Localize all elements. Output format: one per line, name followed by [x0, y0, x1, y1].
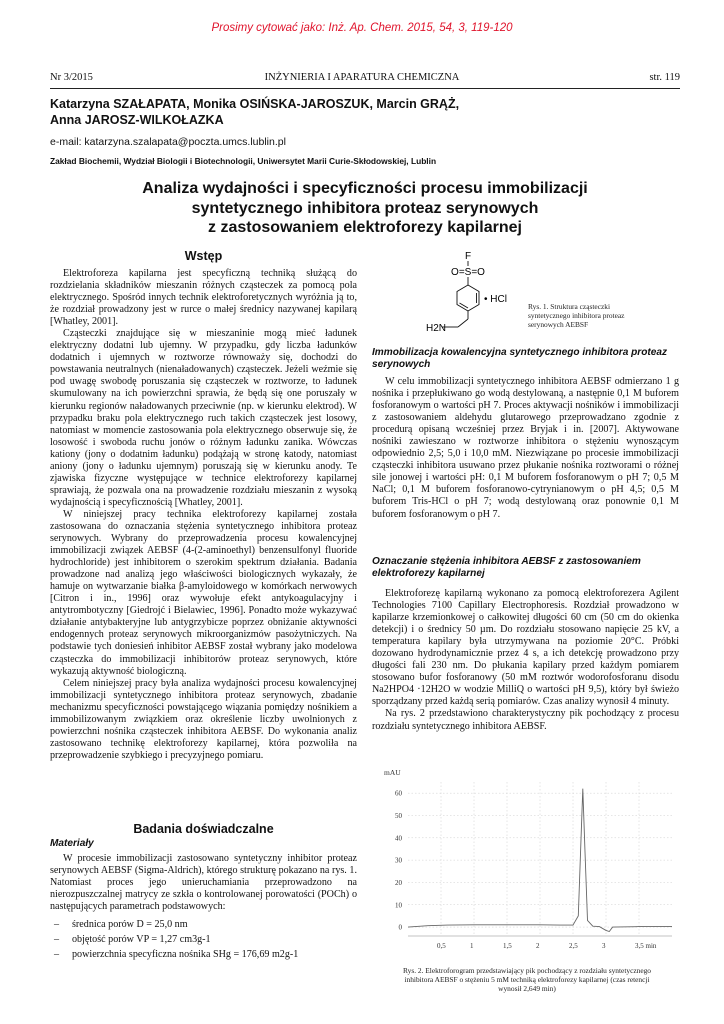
title-line-2: syntetycznego inhibitora proteaz serynowych	[191, 199, 539, 217]
y-tick-label: 60	[395, 789, 402, 798]
y-tick-label: 0	[398, 923, 402, 932]
cze-text	[372, 588, 679, 733]
x-tick-label: 3,5 min	[635, 942, 657, 950]
hcl-salt: • HCl	[484, 294, 507, 305]
x-tick-label: 1	[470, 942, 474, 950]
y-tick-label: 20	[395, 878, 402, 887]
section-heading-research: Badania doświadczalne	[133, 822, 274, 836]
paragraph: Elektroforezę kapilarną wykonano za pomocą elektroforezera Agilent Technologies 7100 Capillary Electrophoresis. Rozdział prowadzono w kapilarze krzemionkowej o całkowitej długości 60 cm (50 cm do okienka detekcji) i o średnicy 50 µm. Do rozdziału stosowano napięcie 25 kV, a temperatura kapilary była utrzymywana na poziomie 20°C. Próbki dozowano hydrodynamicznie przez 4 s, a ich detekcję prowadzono przy długości fali 230 nm. Do płukania kapilary przed każdym pomiarem stosowano bufor fosforanowy (50 mM roztwór wodorofosforanu disodu Na2HPO4 ·12H2O w wodzie MilliQ o wartości pH 9,5), który był świeżo sporządzany przed każdą serią pomiarów. Czas analizy wynosił 4 minuty.	[372, 588, 679, 708]
x-tick-label: 0,5	[437, 942, 446, 950]
materials-text	[50, 853, 357, 962]
paragraph: W celu immobilizacji syntetycznego inhibitora AEBSF odmierzano 1 g nośnika i przepłukiwano go wodą destylowaną, a następnie 0,1 M buforem fosforanowym o wartości pH 7. Proces aktywacji nośników i immobilizacji z zastosowaniem aldehydu glutarowego przeprowadzano zgodnie z procedurą opisaną wcześniej przez Bryjak i in. [2007]. Aktywowane nośniki zawieszano w roztworze inhibitora o stężeniu wynoszącym odpowiednio 2,5; 5,0 i 10,0 mM. Niezwiązane po procesie immobilizacji cząsteczki inhibitora usuwano przez płukanie nośnika roztworami o różnej sile jonowej i wartości pH: 0,1 M buforem fosforanowym o pH 7; 0,5 M NaCl; 0,1 M buforem fosforanowo-cytrynianowym o pH 4,5; 0,5 M buforem Tris-HCl o pH 7; wodą destylowaną oraz ponownie 0,1 M buforem fosforanowym o pH 7.	[372, 376, 679, 520]
immobilization-text	[372, 376, 679, 521]
bond	[458, 319, 468, 327]
list-item: – powierzchnia specyficzna nośnika SHg = 176,69 m2g-1	[50, 947, 357, 962]
y-tick-label: 30	[395, 856, 402, 865]
y-tick-label: 10	[395, 901, 402, 910]
author-list	[50, 96, 680, 128]
paragraph: Na rys. 2 przedstawiono charakterystyczny pik pochodzący z procesu rozdziału syntetycznego inhibitora AEBSF.	[372, 708, 679, 732]
fluorine-atom: F	[464, 251, 472, 262]
paragraph: Elektroforeza kapilarna jest specyficzną techniką służącą do rozdzielania składników mieszanin różnych cząsteczek za pomocą pola elektrycznego. Spośród innych technik elektroforetycznych wyróżnia ją to, że rozdział prowadzony jest w rurce o małej średnicy nazywanej kapilarą [Whatley, 2001].	[50, 268, 357, 328]
issue-number: Nr 3/2015	[50, 72, 93, 83]
paragraph: Cząsteczki znajdujące się w mieszaninie mogą mieć ładunek elektryczny dodatni lub ujemny. W przypadku, gdy liczba ładunków dodatnich i ujemnych w roztworze równoważy się, dochodzi do powstawania neutralnych (nienaładowanych) cząsteczek. Jeżeli weźmie się pod uwagę swobodę poruszania się cząsteczek w roztworze, to ładunek skumulowany na ich powierzchni sprawia, że będą się one poruszały w kierunku regionów naładowanych przeciwnie (np. w kierunku elektrod). W przypadku braku pola elektrycznego ruch takich cząsteczek jest losowy, natomiast w momencie zastosowania pola elektrycznego obserwuje się, że losowość i swoboda ruchu jonów o różnym ładunku zanika. Wówczas kationy (jony o dodatnim ładunku) podążają w stronę katody, natomiast aniony (jony o ładunku ujemnym) poruszają się w kierunku anody. Te zjawiska fizyczne występujące w technice elektroforezy kapilarnej sprawiają, że pozwala ona na prowadzenie rozdziału mieszanin z wysoką wydajnością i specyficznością [Whatley, 2001].	[50, 328, 357, 508]
benzene-ring	[457, 285, 479, 311]
parameter-list	[50, 917, 357, 962]
list-item: – średnica porów D = 25,0 nm	[50, 917, 357, 932]
paragraph: W procesie immobilizacji zastosowano syntetyczny inhibitor proteaz serynowych AEBSF (Sigma-Aldrich), którego strukturę pokazano na rys. 1. Natomiast proces jego unieruchamiania przeprowadzono na nierozpuszczalnej matrycy ze szkła o kontrolowanej porowatości (POCh) o następujących parametrach podstawowych:	[50, 853, 357, 913]
y-tick-label: 50	[395, 811, 402, 820]
title-line-3: z zastosowaniem elektroforezy kapilarnej	[208, 219, 522, 236]
journal-name: INŻYNIERIA I APARATURA CHEMICZNA	[264, 72, 460, 83]
section-heading-intro: Wstęp	[184, 249, 223, 263]
electropherogram-chart	[380, 764, 680, 964]
y-tick-label: 40	[395, 834, 402, 843]
figure-1-caption: Rys. 1. Struktura cząsteczki syntetycznego inhibitora proteaz serynowych AEBSF	[528, 302, 625, 329]
figure-2-caption: Rys. 2. Elektroforogram przedstawiający pik pochodzący z rozdziału syntetycznego inhibitora AEBSF o stężeniu 5 mM techniką elektroforezy kapilarnej (czas retencji wynosił 2,649 min)	[402, 966, 652, 993]
title-line-1: Analiza wydajności i specyficzności procesu immobilizacji	[142, 180, 588, 197]
citation-note: Prosimy cytować jako: Inż. Ap. Chem. 2015, 54, 3, 119-120	[211, 22, 513, 34]
author-email[interactable]: e-mail: katarzyna.szalapata@poczta.umcs.lublin.pl	[50, 136, 286, 148]
list-item: – objętość porów VP = 1,27 cm3g-1	[50, 932, 357, 947]
paper-title	[60, 179, 670, 238]
page-number: str. 119	[649, 72, 680, 83]
y-axis-label: mAU	[384, 768, 401, 777]
x-tick-label: 3	[602, 942, 606, 950]
subheading-materials: Materiały	[50, 838, 94, 849]
authors-line-2: Anna JAROSZ-WILKOŁAZKA	[50, 113, 224, 127]
y-tick-labels	[395, 790, 403, 932]
amine-group: H2N	[426, 323, 447, 334]
x-tick-label: 2,5	[569, 942, 578, 950]
subheading-cze: Oznaczanie stężenia inhibitora AEBSF z zastosowaniem elektroforezy kapilarnej	[372, 556, 641, 579]
header-rule	[50, 88, 680, 89]
affiliation: Zakład Biochemii, Wydział Biologii i Biotechnologii, Uniwersytet Marii Curie-Skłodowskiej, Lublin	[50, 156, 437, 166]
left-column-text	[50, 268, 357, 762]
subheading-immobilization: Immobilizacja kowalencyjna syntetycznego inhibitora proteaz serynowych	[372, 347, 668, 370]
x-tick-labels	[437, 942, 657, 950]
paragraph: W niniejszej pracy technika elektroforezy kapilarnej została zastosowana do oznaczania stężenia syntetycznego inhibitora proteaz serynowych. Wybrany do przeprowadzenia procesu kowalencyjnej immobilizacji związek AEBSF (4-(2-aminoethyl) benzensulfonyl fluoride hydrochloride) jest inhibitorem o szerokim spektrum działania. Badania prowadzone nad analizą jego właściwości biologicznych wykazały, że hamuje on wytwarzanie białka β-amyloidowego w komórkach nerwowych [Citron i in., 1996] oraz wywołuje efekt antykoagulacyjny i antytrombotyczny [Giedrojć i Bielawiec, 1996]. Ponadto może wykazywać działanie antybakteryjne lub antygrzybicze poprzez obniżanie aktywności endogennych proteaz serynowych mikroorganizmów pasożytniczych. Na podstawie tych doniesień inhibitor AEBSF został wybrany jako modelowa cząsteczka do immobilizacji inhibitorów proteaz serynowych, które wykazują aktywność biologiczną.	[50, 508, 357, 677]
paragraph: Celem niniejszej pracy była analiza wydajności procesu kowalencyjnej immobilizacji syntetycznego inhibitora proteaz serynowych, zbadanie mechanizmu specyficzności powstającego wiązania pomiędzy nośnikiem a immobilizowanym związkiem oraz określenie liczby uwolnionych z powierzchni nośnika cząsteczek inhibitora AEBSF. Do wykonania analiz zastosowano technikę elektroforezy kapilarnej, która pozwoliła na przeprowadzenie szybkiego i precyzyjnego pomiaru.	[50, 677, 357, 761]
x-tick-label: 2	[536, 942, 540, 950]
authors-line-1: Katarzyna SZAŁAPATA, Monika OSIŃSKA-JAROSZUK, Marcin GRĄŻ,	[50, 97, 460, 111]
aebsf-structure-figure	[410, 248, 520, 338]
chart-grid	[408, 782, 672, 936]
sulfonyl-group: O=S=O	[451, 267, 485, 278]
x-tick-label: 1,5	[503, 942, 512, 950]
